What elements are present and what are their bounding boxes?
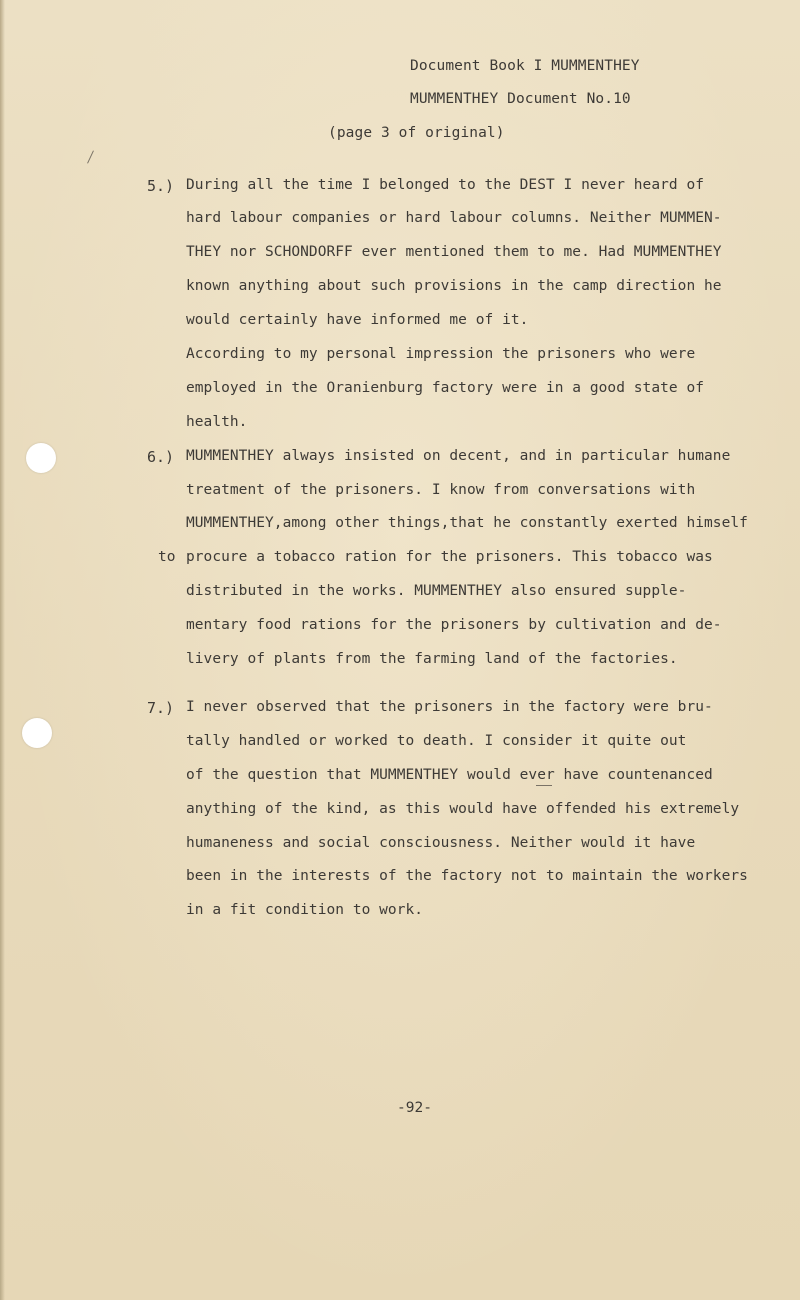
paragraph-line: of the question that MUMMENTHEY would ever have countenanced	[186, 767, 713, 783]
paragraph-line: in a fit condition to work.	[186, 902, 424, 918]
pen-mark	[536, 785, 552, 786]
page-number: -92-	[397, 1100, 432, 1116]
paragraph-line: treatment of the prisoners. I know from conversations with	[186, 482, 696, 498]
paragraph-line: MUMMENTHEY always insisted on decent, and in particular humane	[186, 448, 731, 464]
paragraph-line: hard labour companies or hard labour columns. Neither MUMMEN-	[186, 210, 722, 226]
punch-hole	[22, 718, 52, 748]
paragraph-line: health.	[186, 414, 248, 430]
paragraph-line: humaneness and social consciousness. Neither would it have	[186, 835, 696, 851]
paragraph-line: THEY nor SCHONDORFF ever mentioned them to me. Had MUMMENTHEY	[186, 244, 722, 260]
margin-word: to	[158, 549, 176, 565]
paragraph-line: livery of plants from the farming land of the factories.	[186, 651, 678, 667]
paragraph-line: During all the time I belonged to the DEST I never heard of	[186, 177, 705, 193]
paragraph-line: MUMMENTHEY,among other things,that he constantly exerted himself	[186, 515, 748, 531]
paragraph-line: According to my personal impression the prisoners who were	[186, 346, 696, 362]
paragraph-line: I never observed that the prisoners in the factory were bru-	[186, 699, 713, 715]
paragraph-line: distributed in the works. MUMMENTHEY also ensured supple-	[186, 583, 687, 599]
punch-hole	[26, 443, 56, 473]
document-number: MUMMENTHEY Document No.10	[410, 91, 631, 107]
paragraph-line: known anything about such provisions in the camp direction he	[186, 278, 722, 294]
paragraph-number: 5.)	[147, 177, 175, 195]
page-edge-shadow	[0, 0, 5, 1300]
paragraph-line: mentary food rations for the prisoners by cultivation and de-	[186, 617, 722, 633]
original-page-note: (page 3 of original)	[328, 125, 505, 141]
paragraph-line: procure a tobacco ration for the prisoners. This tobacco was	[186, 549, 713, 565]
pen-mark	[87, 150, 94, 163]
paragraph-line: anything of the kind, as this would have offended his extremely	[186, 801, 740, 817]
paragraph-number: 7.)	[147, 699, 175, 717]
paragraph-line: employed in the Oranienburg factory were in a good state of	[186, 380, 705, 396]
paragraph-number: 6.)	[147, 448, 175, 466]
paragraph-line: would certainly have informed me of it.	[186, 312, 529, 328]
document-book-title: Document Book I MUMMENTHEY	[410, 58, 640, 74]
paragraph-line: been in the interests of the factory not to maintain the workers	[186, 868, 748, 884]
paragraph-line: tally handled or worked to death. I consider it quite out	[186, 733, 687, 749]
